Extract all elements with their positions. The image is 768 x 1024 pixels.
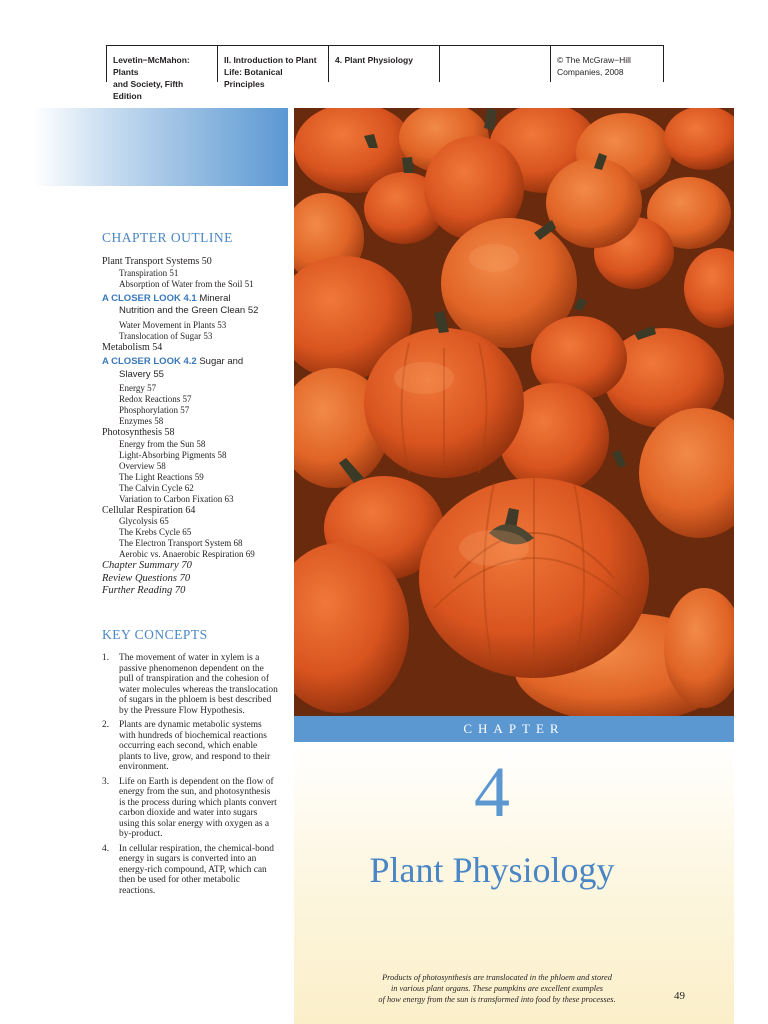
decorative-blue-bar xyxy=(34,108,288,186)
header-copyright: © The McGraw−Hill Companies, 2008 xyxy=(557,55,631,77)
pumpkins-photo xyxy=(294,108,734,716)
outline-subitem: Glycolysis 65 xyxy=(119,516,169,526)
outline-subitem: The Calvin Cycle 62 xyxy=(119,482,194,493)
chapter-title: Plant Physiology xyxy=(369,850,615,890)
key-concept-number: 3. xyxy=(102,776,110,787)
outline-item: Photosynthesis 58 xyxy=(102,427,175,438)
outline-subitem: Enzymes 58 xyxy=(119,416,164,426)
outline-subitem: Aerobic vs. Anaerobic Respiration 69 xyxy=(119,549,255,559)
outline-item: Metabolism 54 xyxy=(102,341,163,353)
caption-line: of how energy from the sun is transformed into food by these processes. xyxy=(378,995,616,1004)
closer-look-number: 4.1 xyxy=(183,292,197,304)
outline-item: Cellular Respiration 64 xyxy=(102,504,196,516)
key-concept-text: In cellular respiration, the chemical-bond energy in sugars is converted into an energy-rich compound, ATP, which can then be used for other metabolic reactions. xyxy=(119,843,274,896)
outline-subitem: Redox Reactions 57 xyxy=(119,394,192,404)
key-concept-number: 2. xyxy=(102,720,110,730)
key-concepts-heading: KEY CONCEPTS xyxy=(102,627,208,642)
key-concept-item xyxy=(102,720,278,773)
outline-item: Plant Transport Systems 50 xyxy=(102,256,212,267)
running-header xyxy=(106,45,664,101)
closer-look-label: A CLOSER LOOK xyxy=(102,356,181,367)
closer-look-label: A CLOSER LOOK xyxy=(102,292,181,304)
outline-subitem: The Light Reactions 59 xyxy=(119,471,204,482)
closer-look-title: Mineral xyxy=(199,292,231,304)
closer-look-number: 4.2 xyxy=(183,356,197,367)
caption-line: Products of photosynthesis are translocated in the phloem and stored xyxy=(382,973,612,982)
outline-subitem: Transpiration 51 xyxy=(119,267,179,278)
key-concepts xyxy=(102,627,278,900)
key-concept-item xyxy=(102,777,278,840)
closer-look-4-2 xyxy=(102,356,288,381)
header-empty-cell xyxy=(440,46,551,82)
closer-look-title-cont: Nutrition and the Green Clean 52 xyxy=(119,305,259,316)
outline-subitem: Overview 58 xyxy=(119,460,166,471)
pumpkins-illustration xyxy=(294,108,734,716)
outline-subitem: Translocation of Sugar 53 xyxy=(119,330,213,341)
outline-subitem: Energy 57 xyxy=(119,383,157,393)
outline-subitem: Water Movement in Plants 53 xyxy=(119,319,227,330)
chapter-label-band: CHAPTER xyxy=(294,716,734,742)
page-number: 49 xyxy=(674,990,685,1002)
outline-subitem: Phosphorylation 57 xyxy=(119,405,190,415)
key-concept-item xyxy=(102,844,278,897)
photo-caption xyxy=(352,972,642,1005)
outline-subitem: Variation to Carbon Fixation 63 xyxy=(119,493,234,504)
key-concept-text: Plants are dynamic metabolic systems with hundreds of biochemical reactions occurring each second, which enable plants to live, grow, and respond to their environment. xyxy=(119,720,271,772)
outline-subitem: Absorption of Water from the Soil 51 xyxy=(119,278,254,289)
header-book-title: Levetin−McMahon: Plants and Society, Fifth Edition xyxy=(107,46,218,82)
key-concept-number: 1. xyxy=(102,653,110,663)
outline-subitem: Light-Absorbing Pigments 58 xyxy=(119,449,227,460)
header-chapter-title: 4. Plant Physiology xyxy=(329,46,440,82)
key-concept-text: The movement of water in xylem is a passive phenomenon dependent on the pull of transpiration and the cohesion of water molecules whereas the translocation of sugars in the phloem is best described by the Pressure Flow Hypothesis. xyxy=(119,653,278,716)
closer-look-title: Sugar and xyxy=(199,356,244,367)
outline-end-item: Chapter Summary 70 xyxy=(102,560,192,571)
key-concept-item xyxy=(102,653,278,716)
chapter-outline-heading: CHAPTER OUTLINE xyxy=(102,230,233,245)
closer-look-title-cont: Slavery 55 xyxy=(119,368,164,380)
outline-end-item: Review Questions 70 xyxy=(102,572,191,584)
outline-end-item: Further Reading 70 xyxy=(102,585,186,596)
closer-look-4-1 xyxy=(102,293,288,318)
caption-line: in various plant organs. These pumpkins are excellent examples xyxy=(390,984,604,993)
key-concept-text: Life on Earth is dependent on the flow of energy from the sun, and photosynthesis is the process during which plants convert carbon dioxide and water into sugars using this solar energy with oxygen as a by-product. xyxy=(119,776,277,839)
outline-subitem: The Electron Transport System 68 xyxy=(119,538,243,548)
outline-subitem: The Krebs Cycle 65 xyxy=(119,527,192,537)
outline-subitem: Energy from the Sun 58 xyxy=(119,438,206,449)
chapter-number: 4 xyxy=(474,752,510,832)
header-part-title: II. Introduction to Plant Life: Botanical Principles xyxy=(218,46,329,82)
key-concept-number: 4. xyxy=(102,843,110,854)
chapter-outline xyxy=(102,230,288,598)
